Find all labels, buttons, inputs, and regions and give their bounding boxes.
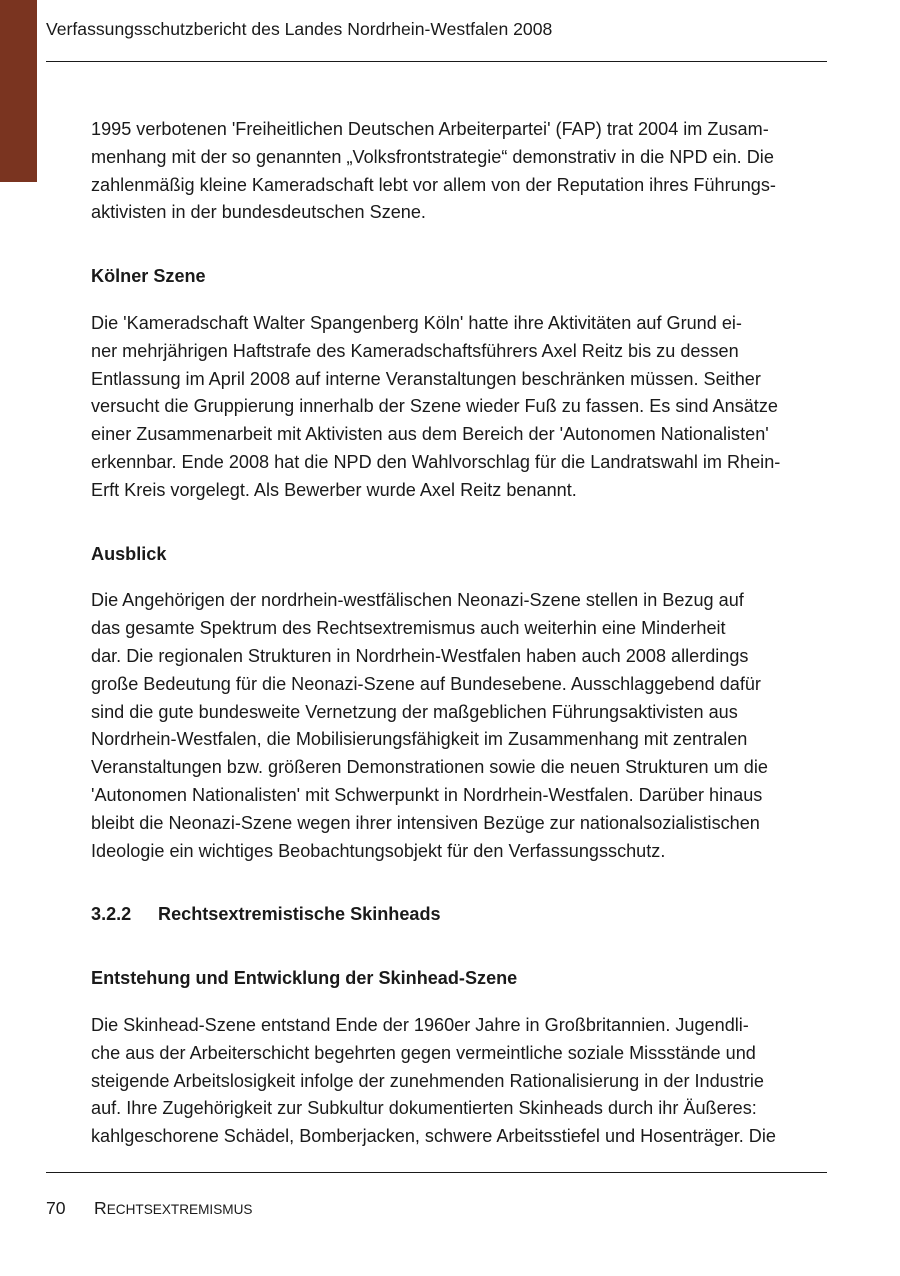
- text-line: einer Zusammenarbeit mit Aktivisten aus dem Bereich der 'Autonomen Nationalisten': [91, 424, 769, 445]
- text-line: Ideologie ein wichtiges Beobachtungsobjekt für den Verfassungsschutz.: [91, 840, 666, 861]
- text-line: Entlassung im April 2008 auf interne Veranstaltungen beschränken müssen. Seither: [91, 368, 761, 389]
- entstehung-paragraph: [91, 1012, 831, 1151]
- text-line: steigende Arbeitslosigkeit infolge der zunehmenden Rationalisierung in der Industrie: [91, 1070, 764, 1091]
- section-title: Rechtsextremistische Skinheads: [158, 904, 441, 925]
- text-line: große Bedeutung für die Neonazi-Szene auf Bundesebene. Ausschlaggebend dafür: [91, 673, 761, 694]
- chapter-name-rest: ECHTSEXTREMISMUS: [106, 1202, 253, 1217]
- footer-divider: [46, 1172, 827, 1173]
- text-line: das gesamte Spektrum des Rechtsextremismus auch weiterhin eine Minderheit: [91, 618, 726, 639]
- running-header-title: Verfassungsschutzbericht des Landes Nordrhein-Westfalen 2008: [46, 19, 553, 39]
- section-heading: [91, 901, 831, 929]
- page-number: 70: [46, 1198, 66, 1218]
- text-line: Veranstaltungen bzw. größeren Demonstrationen sowie die neuen Strukturen um die: [91, 757, 768, 778]
- text-line: versucht die Gruppierung innerhalb der Szene wieder Fuß zu fassen. Es sind Ansätze: [91, 396, 778, 417]
- page-body: [91, 116, 831, 1151]
- koelner-paragraph: [91, 310, 831, 505]
- text-line: bleibt die Neonazi-Szene wegen ihrer intensiven Bezüge zur nationalsozialistischen: [91, 812, 760, 833]
- page-footer: [46, 1198, 253, 1219]
- text-line: kahlgeschorene Schädel, Bomberjacken, schwere Arbeitsstiefel und Hosenträger. Die: [91, 1126, 776, 1147]
- text-line: ner mehrjährigen Haftstrafe des Kameradschaftsführers Axel Reitz bis zu dessen: [91, 340, 739, 361]
- header-divider: [46, 61, 827, 62]
- text-line: auf. Ihre Zugehörigkeit zur Subkultur dokumentierten Skinheads durch ihr Äußeres:: [91, 1098, 757, 1119]
- text-line: Nordrhein-Westfalen, die Mobilisierungsfähigkeit im Zusammenhang mit zentralen: [91, 729, 748, 750]
- text-line: dar. Die regionalen Strukturen in Nordrhein-Westfalen haben auch 2008 allerdings: [91, 645, 749, 666]
- text-line: 'Autonomen Nationalisten' mit Schwerpunkt in Nordrhein-Westfalen. Darüber hinaus: [91, 784, 763, 805]
- chapter-name-initial: R: [94, 1198, 107, 1218]
- text-line: zahlenmäßig kleine Kameradschaft lebt vor allem von der Reputation ihres Führungs-: [91, 174, 776, 195]
- ausblick-paragraph: [91, 587, 831, 865]
- entstehung-heading: Entstehung und Entwicklung der Skinhead-Szene: [91, 968, 518, 989]
- chapter-color-tab: [0, 0, 37, 182]
- ausblick-heading: Ausblick: [91, 543, 167, 564]
- chapter-name: [94, 1198, 253, 1218]
- text-line: aktivisten in der bundesdeutschen Szene.: [91, 202, 426, 223]
- section-number: 3.2.2: [91, 904, 132, 925]
- text-line: Die Skinhead-Szene entstand Ende der 1960er Jahre in Großbritannien. Jugendli-: [91, 1014, 749, 1035]
- text-line: Die Angehörigen der nordrhein-westfälischen Neonazi-Szene stellen in Bezug auf: [91, 590, 744, 611]
- text-line: 1995 verbotenen 'Freiheitlichen Deutschen Arbeiterpartei' (FAP) trat 2004 im Zusam-: [91, 119, 769, 139]
- text-line: che aus der Arbeiterschicht begehrten gegen vermeintliche soziale Missstände und: [91, 1042, 756, 1063]
- text-line: Erft Kreis vorgelegt. Als Bewerber wurde Axel Reitz benannt.: [91, 479, 577, 500]
- text-line: menhang mit der so genannten „Volksfrontstrategie“ demonstrativ in die NPD ein. Die: [91, 146, 774, 167]
- text-line: sind die gute bundesweite Vernetzung der maßgeblichen Führungsaktivisten aus: [91, 701, 738, 722]
- text-line: erkennbar. Ende 2008 hat die NPD den Wahlvorschlag für die Landratswahl im Rhein-: [91, 451, 781, 472]
- text-line: Die 'Kameradschaft Walter Spangenberg Köln' hatte ihre Aktivitäten auf Grund ei-: [91, 312, 742, 333]
- koelner-szene-heading: Kölner Szene: [91, 266, 206, 287]
- intro-paragraph: [91, 116, 831, 227]
